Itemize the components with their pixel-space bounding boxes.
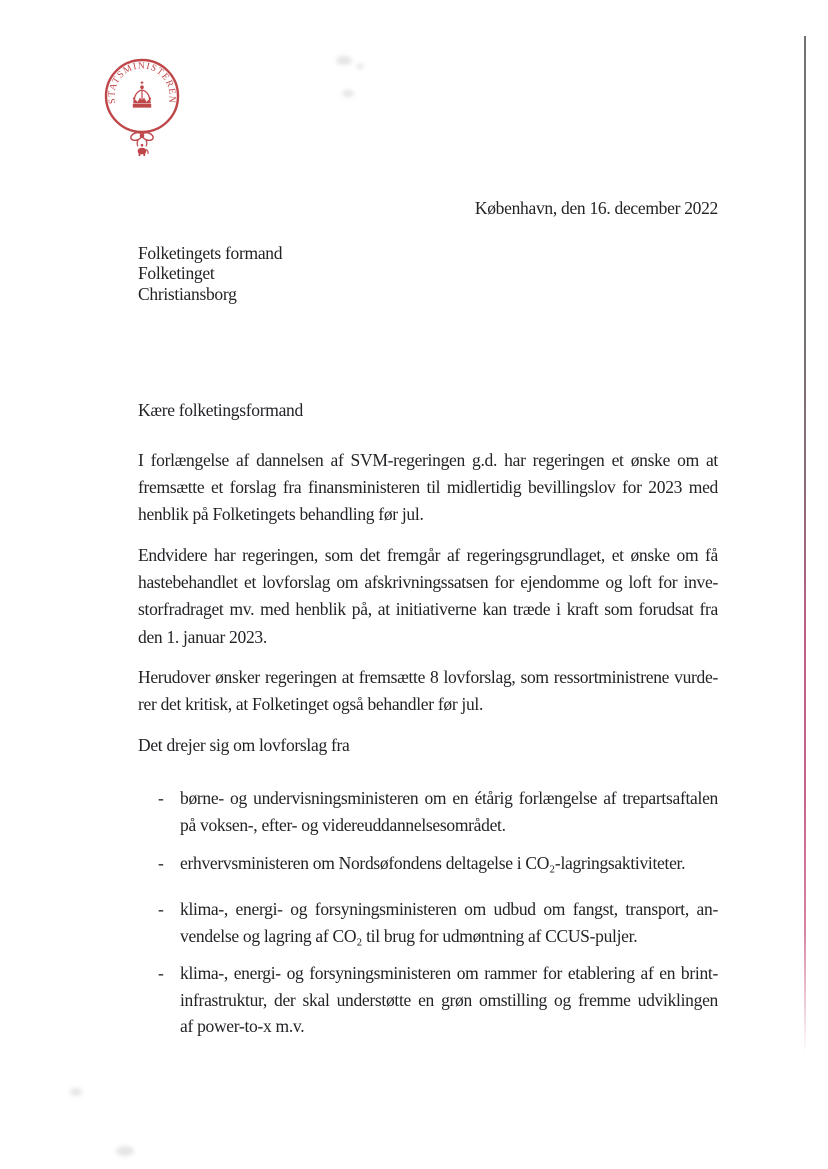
pendant-link <box>141 144 144 147</box>
bullet-marker: - <box>158 853 164 873</box>
bullet-line: klima-, energi- og forsyningsministeren om udbud om fangst, transport, an- <box>180 899 718 919</box>
elephant-pendant-icon <box>138 148 147 156</box>
scan-smudge <box>342 90 354 97</box>
bullet-marker: - <box>158 788 164 808</box>
paragraph-line: storfradraget mv. med henblik på, at initiativerne kan træde i kraft som forudsat fra <box>138 599 718 620</box>
paragraph-line: Endvidere har regeringen, som det fremgår af regeringsgrundlaget, et ønske om få <box>138 545 718 565</box>
paragraph-line: henblik på Folketingets behandling før jul. <box>138 504 424 525</box>
paragraph-line: I forlængelse af dannelsen af SVM-regeringen g.d. har regeringen et ønske om at <box>138 450 718 470</box>
paragraph-line: fremsætte et forslag fra finansministeren til midlertidig bevillingslov for 2023 med <box>138 477 718 498</box>
scan-smudge <box>70 1088 82 1096</box>
bullet-item <box>158 896 718 949</box>
date-line <box>138 195 718 222</box>
ministry-seal <box>92 52 192 164</box>
bullet-line: på voksen-, efter- og videreuddannelsesområdet. <box>180 814 506 835</box>
bullet-line: klima-, energi- og forsyningsministeren om rammer for etablering af en brint- <box>180 963 718 983</box>
salutation-text: Kære folketingsformand <box>138 400 303 420</box>
paragraph-2 <box>138 542 718 651</box>
bullet-line: vendelse og lagring af CO₂ til brug for udmøntning af CCUS-puljer. <box>180 925 638 946</box>
bullet-line: børne- og undervisningsministeren om en étårig forlængelse af trepartsaftalen <box>180 788 718 808</box>
elephant-trunk <box>146 150 148 154</box>
paragraph-line: Herudover ønsker regeringen at fremsætte 8 lovforslag, som ressortministrene vurde- <box>138 667 718 687</box>
scan-smudge <box>116 1146 134 1156</box>
recipient-address <box>138 243 718 304</box>
bullet-marker: - <box>158 963 164 983</box>
scan-smudge <box>356 64 364 69</box>
bullet-item <box>158 960 718 1040</box>
bullet-line: erhvervsministeren om Nordsøfondens deltagelse i CO₂-lagringsaktiviteter. <box>180 853 686 873</box>
recipient-line: Christiansborg <box>138 283 237 304</box>
bullet-line: infrastruktur, der skal understøtte en grøn omstilling og fremme udviklingen <box>180 989 718 1010</box>
list-intro <box>138 732 718 759</box>
bullet-marker: - <box>158 899 164 919</box>
recipient-line: Folketingets formand <box>138 243 283 263</box>
seal-ring-text: STATSMINISTEREN <box>106 60 178 105</box>
scan-artifact-vertical-line <box>804 36 806 1054</box>
bullet-item <box>158 785 718 838</box>
salutation <box>138 397 718 424</box>
date-text: København, den 16. december 2022 <box>474 198 718 218</box>
paragraph-line: den 1. januar 2023. <box>138 626 267 647</box>
bullet-line: af power-to-x m.v. <box>180 1016 305 1036</box>
paragraph-line: rer det kritisk, at Folketinget også behandler før jul. <box>138 694 484 715</box>
paragraph-3 <box>138 664 718 718</box>
recipient-line: Folketinget <box>138 263 215 284</box>
bow-knot <box>140 134 145 139</box>
paragraph-line: hastebehandlet et lovforslag om afskrivningssatsen for ejendomme og loft for inve- <box>138 572 718 593</box>
paragraph-1 <box>138 447 718 529</box>
bullet-item <box>158 850 718 877</box>
scan-smudge <box>336 56 352 65</box>
list-intro-text: Det drejer sig om lovforslag fra <box>138 735 350 755</box>
